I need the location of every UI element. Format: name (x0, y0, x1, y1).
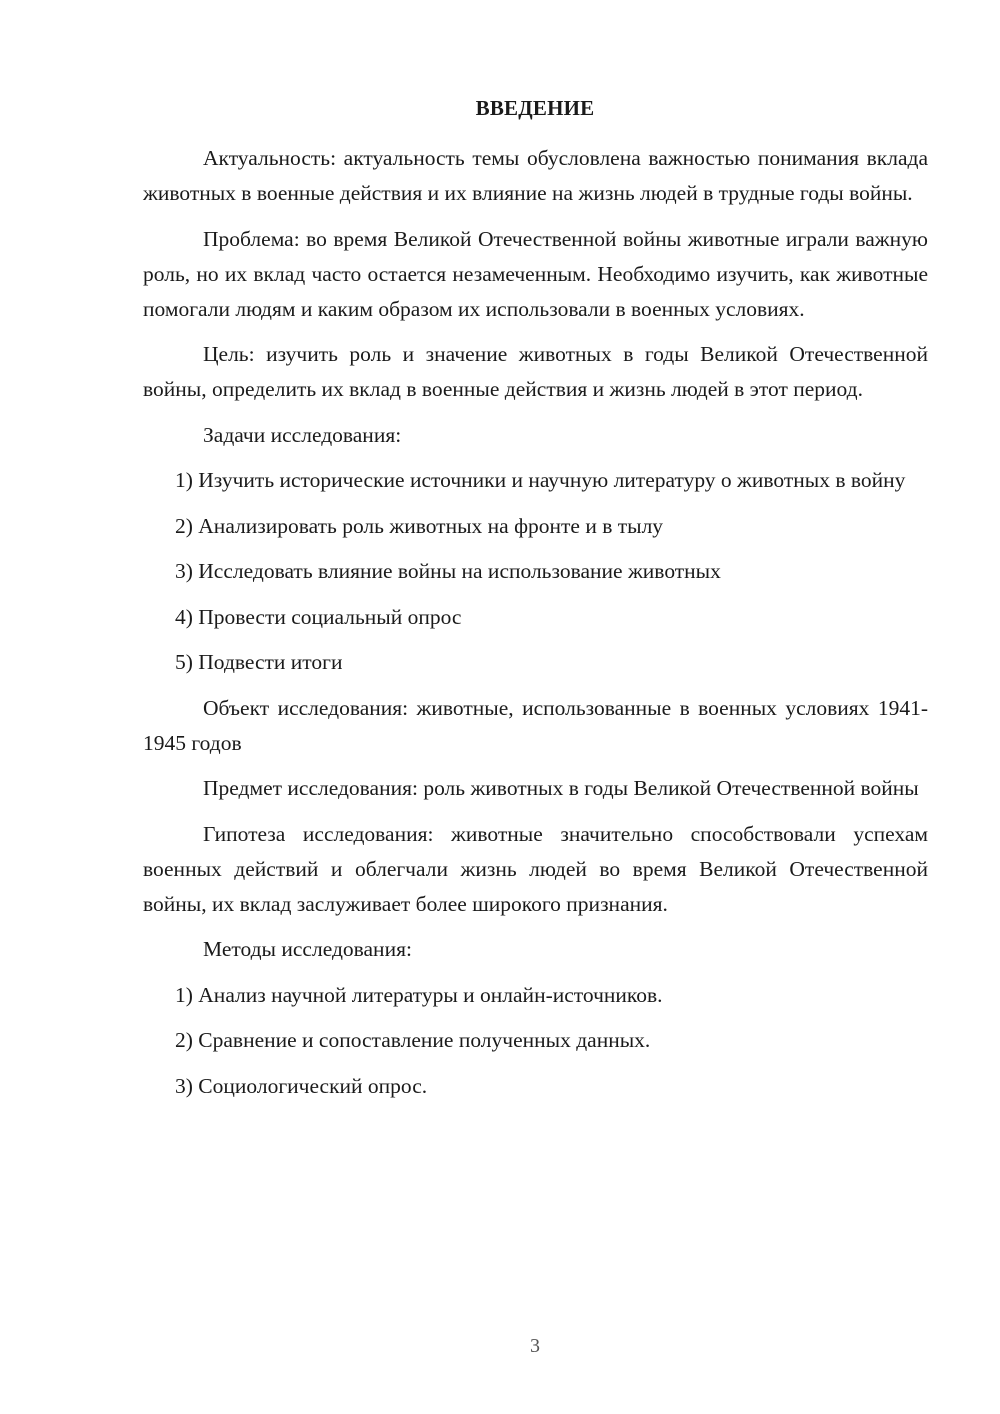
body-text (143, 141, 928, 1114)
hypothesis-paragraph: Гипотеза исследования: животные значительно способствовали успехам военных действий и облегчали жизнь людей во время Великой Отечественной войны, их вклад заслуживает более широкого признания. (143, 821, 928, 916)
task-item-2: 2) Анализировать роль животных на фронте и в тылу (175, 513, 664, 538)
methods-heading: Методы исследования: (203, 937, 412, 961)
method-item-1: 1) Анализ научной литературы и онлайн-источников. (175, 982, 663, 1007)
task-item-3: 3) Исследовать влияние войны на использование животных (175, 559, 721, 583)
goal-paragraph: Цель: изучить роль и значение животных в годы Великой Отечественной войны, определить их вклад в военные действия и жизнь людей в этот период. (143, 342, 928, 401)
object-paragraph: Объект исследования: животные, использованные в военных условиях 1941-1945 годов (143, 695, 928, 755)
task-item-5: 5) Подвести итоги (175, 650, 343, 674)
tasks-heading: Задачи исследования: (203, 422, 402, 447)
method-item-2: 2) Сравнение и сопоставление полученных данных. (175, 1028, 651, 1052)
page-number: 3 (530, 1335, 540, 1357)
problem-paragraph: Проблема: во время Великой Отечественной войны животные играли важную роль, но их вклад часто остается незамеченным. Необходимо изучить, как животные помогали людям и каким образом их использовали в военных условиях. (143, 226, 928, 321)
task-item-4: 4) Провести социальный опрос (175, 604, 462, 629)
subject-paragraph: Предмет исследования: роль животных в годы Великой Отечественной войны (203, 776, 919, 800)
relevance-paragraph: Актуальность: актуальность темы обусловлена важностью понимания вклада животных в военные действия и их влияние на жизнь людей в трудные годы войны. (143, 146, 928, 205)
method-item-3: 3) Социологический опрос. (175, 1073, 428, 1098)
task-item-1: 1) Изучить исторические источники и научную литературу о животных в войну (175, 468, 906, 492)
section-title: ВВЕДЕНИЕ (475, 96, 595, 120)
